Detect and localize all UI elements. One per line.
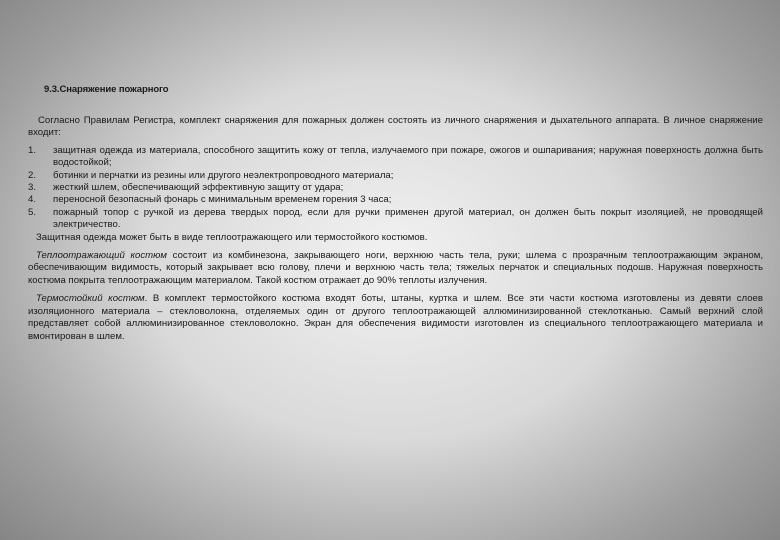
list-item (28, 182, 763, 194)
list-item-number: 2. (28, 169, 37, 181)
list-item-number: 1. (28, 144, 37, 156)
list-item-text: жесткий шлем, обеспечивающий эффективную защиту от удара; (53, 182, 344, 194)
list-item (28, 207, 763, 232)
list-item (28, 170, 763, 182)
list-item (28, 145, 763, 170)
list-item-text: пожарный топор с ручкой из дерева твердых пород, если для ручки применен другой материал, он должен быть покрыт изоляцией, не проводящей электричество. (53, 206, 763, 231)
equipment-list (28, 145, 763, 232)
heat-reflective-suit-text: состоит из комбинезона, закрывающего ноги, верхнюю часть тела, руки; шлема с прозрачным теплоотражающим экраном, обеспечивающим видимость, который закрывает всю голову, плечи и верхнюю часть тела; тяжелых перчаток и специальных подошв. Наружная поверхность костюма покрыта теплоотражающим материалом. Такой костюм отражает до 90% теплоты излучения. (28, 250, 764, 286)
heat-resistant-suit-text: . В комплект термостойкого костюма входят боты, штаны, куртка и шлем. Все эти части костюма изготовлены из девяти слоев изоляционного материала – стекловолокна, отделяемых один от другого теплоотражающей аллюминизированной стеклотканью. Самый верхний слой представляет собой аллюминизированное стекловолокно. Экран для обеспечения видимости изготовлен из специального теплоотражающего материала и вмонтирован в шлем. (28, 293, 763, 342)
clothing-note: Защитная одежда может быть в виде теплоотражающего или термостойкого костюмов. (36, 231, 428, 243)
intro-paragraph: Согласно Правилам Регистра, комплект снаряжения для пожарных должен состоять из личного снаряжения и дыхательного аппарата. В личное снаряжение входит: (28, 115, 763, 139)
list-item-number: 4. (28, 194, 37, 206)
list-item-text: защитная одежда из материала, способного защитить кожу от тепла, излучаемого при пожаре, ожогов и ошпаривания; наружная поверхность должна быть водостойкой; (53, 144, 763, 169)
section-heading: 9.3.Снаряжение пожарного (44, 84, 169, 95)
heat-resistant-suit-paragraph (28, 293, 763, 343)
body-text (28, 115, 763, 349)
list-item-number: 5. (28, 206, 37, 218)
list-item-text: переносной безопасный фонарь с минимальным временем горения 3 часа; (53, 194, 392, 206)
heat-reflective-suit-paragraph (28, 250, 763, 287)
heat-resistant-suit-term: Термостойкий костюм (36, 293, 145, 305)
list-item-text: ботинки и перчатки из резины или другого неэлектропроводного материала; (53, 169, 394, 181)
list-item (28, 194, 763, 206)
list-item-number: 3. (28, 182, 37, 194)
heat-reflective-suit-term: Теплоотражающий костюм (36, 250, 167, 262)
